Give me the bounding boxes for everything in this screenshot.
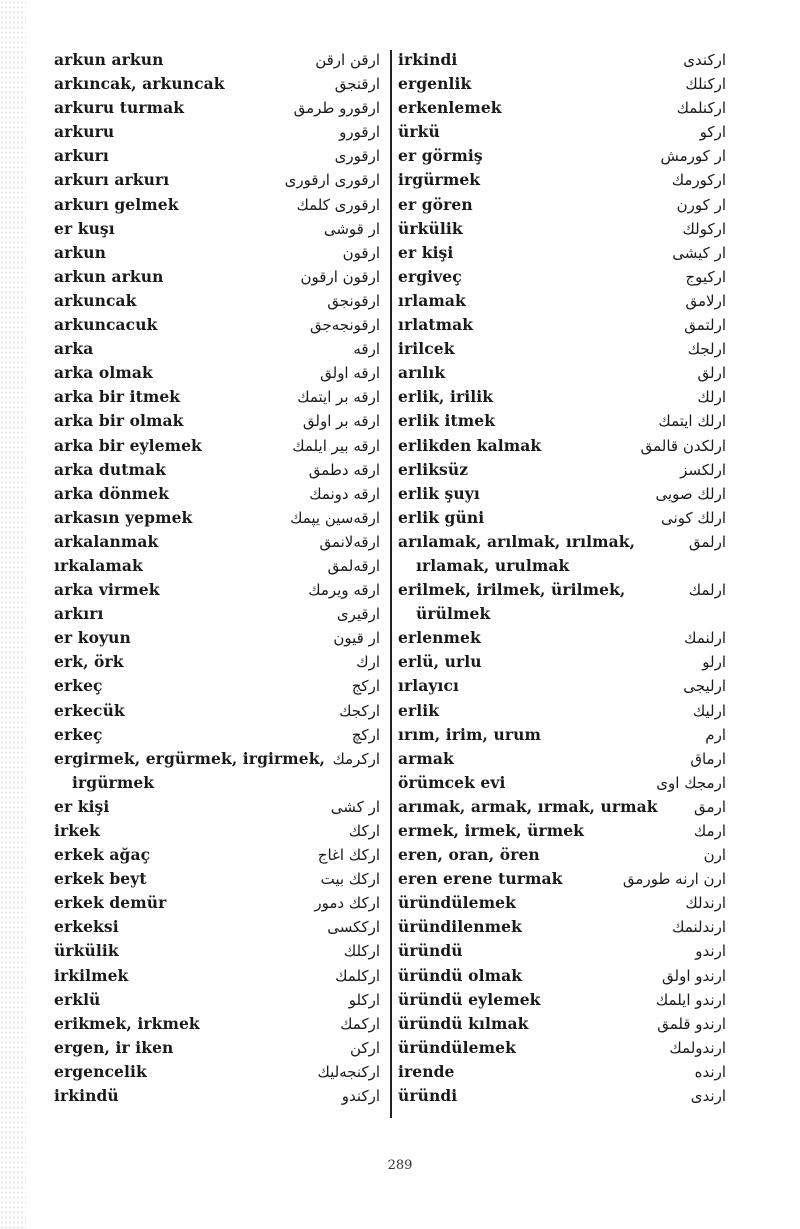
- entry-latin: eren, oran, ören: [398, 845, 540, 865]
- dictionary-entry: [398, 144, 726, 168]
- entry-ottoman: ارکلمك: [335, 966, 380, 985]
- entry-ottoman: ارکندو: [341, 1087, 380, 1106]
- entry-latin: arkun: [54, 242, 106, 262]
- dictionary-entry: [54, 1012, 380, 1036]
- entry-ottoman: ارقه بیر ایلمك: [292, 436, 380, 455]
- scan-edge-speckle: [0, 0, 26, 1229]
- entry-latin: üründülemek: [398, 893, 516, 913]
- entry-ottoman: ارکج: [351, 677, 380, 696]
- entry-latin: arkurı arkurı: [54, 170, 170, 190]
- entry-latin: armak: [398, 748, 454, 768]
- dictionary-entry: [54, 530, 380, 554]
- entry-ottoman: ارن: [703, 846, 726, 865]
- entry-ottoman: ار قیون: [333, 629, 380, 648]
- dictionary-entry: [54, 289, 380, 313]
- entry-ottoman: ار کورمش: [660, 147, 726, 166]
- entry-latin: erlenmek: [398, 628, 481, 648]
- entry-latin: erlik güni: [398, 507, 485, 527]
- dictionary-entry: [398, 771, 726, 795]
- entry-ottoman: ارلکدن قالمق: [640, 436, 726, 455]
- entry-latin: ergen, ir iken: [54, 1037, 174, 1057]
- entry-latin: eren erene turmak: [398, 869, 563, 889]
- entry-latin: ırlatmak: [398, 315, 474, 335]
- entry-ottoman: ارندولمك: [669, 1038, 726, 1057]
- entry-ottoman: ارکورمك: [671, 171, 726, 190]
- dictionary-entry: [54, 48, 380, 72]
- entry-ottoman: ارك: [356, 653, 380, 672]
- dictionary-entry: [54, 409, 380, 433]
- entry-ottoman: ارلامق: [685, 291, 726, 310]
- entry-latin: er kişi: [54, 796, 110, 816]
- dictionary-entry: [398, 1012, 726, 1036]
- entry-ottoman: ارکندی: [683, 51, 726, 69]
- dictionary-entry: [54, 747, 380, 771]
- entry-ottoman: ارقونجق: [327, 291, 380, 310]
- dictionary-entry: [54, 939, 380, 963]
- entry-latin: ırlamak, urulmak: [416, 555, 570, 575]
- entry-latin: ırlayıcı: [398, 676, 460, 696]
- entry-latin: arkalanmak: [54, 531, 159, 551]
- entry-ottoman: ارقوری: [334, 147, 380, 166]
- entry-latin: üründilenmek: [398, 917, 522, 937]
- entry-latin: ırkalamak: [54, 555, 143, 575]
- dictionary-entry: [398, 1084, 726, 1108]
- entry-ottoman: ارندو اولق: [662, 966, 726, 985]
- dictionary-entry: [54, 193, 380, 217]
- entry-latin: arka virmek: [54, 580, 160, 600]
- entry-ottoman: ار کورن: [676, 195, 726, 214]
- entry-ottoman: ارمق: [694, 797, 726, 816]
- entry-latin: erlü, urlu: [398, 652, 482, 672]
- dictionary-entry: [54, 72, 380, 96]
- entry-latin: arkun arkun: [54, 50, 164, 69]
- entry-latin: üründi: [398, 1086, 458, 1106]
- entry-ottoman: ارکو: [699, 123, 726, 142]
- entry-ottoman: ارلکسز: [680, 460, 726, 479]
- dictionary-entry: [398, 168, 726, 192]
- entry-ottoman: ارقون: [342, 243, 380, 262]
- dictionary-entry: [54, 1084, 380, 1108]
- entry-latin: er koyun: [54, 628, 131, 648]
- entry-latin: üründü eylemek: [398, 989, 541, 1009]
- entry-latin: ergenlik: [398, 74, 472, 94]
- left-column: [54, 48, 380, 1108]
- dictionary-entry: [398, 193, 726, 217]
- entry-latin: arkuncak: [54, 290, 137, 310]
- entry-latin: üründülemek: [398, 1037, 516, 1057]
- entry-latin: erkeç: [54, 724, 103, 744]
- entry-latin: erkek demür: [54, 893, 167, 913]
- entry-latin: arkırı: [54, 604, 104, 624]
- dictionary-entry: [398, 626, 726, 650]
- entry-latin: er görmiş: [398, 146, 483, 166]
- entry-ottoman: ارکنلك: [685, 75, 726, 94]
- entry-ottoman: ار کشی: [330, 797, 380, 816]
- entry-latin: arka dönmek: [54, 483, 169, 503]
- entry-ottoman: ارماق: [690, 749, 726, 768]
- entry-latin: ermek, irmek, ürmek: [398, 821, 585, 840]
- dictionary-entry: [398, 72, 726, 96]
- entry-latin: erikmek, irkmek: [54, 1013, 200, 1033]
- dictionary-entry: [54, 361, 380, 385]
- entry-latin: ürülmek: [416, 604, 491, 624]
- entry-latin: arılık: [398, 363, 446, 383]
- entry-latin: arka: [54, 339, 94, 359]
- entry-ottoman: ارکمك: [340, 1014, 380, 1033]
- entry-latin: örümcek evi: [398, 772, 506, 792]
- entry-ottoman: ارقه اولق: [320, 364, 380, 383]
- entry-latin: ırlamak: [398, 290, 466, 310]
- entry-latin: erkecük: [54, 700, 125, 720]
- entry-latin: arkuru turmak: [54, 98, 185, 118]
- entry-latin: erkek ağaç: [54, 845, 151, 865]
- dictionary-entry: [398, 578, 726, 602]
- entry-latin: irilcek: [398, 339, 455, 359]
- entry-ottoman: ار قوشی: [323, 219, 380, 238]
- dictionary-entry: [54, 602, 380, 626]
- entry-ottoman: ارندلك: [685, 894, 726, 913]
- entry-latin: erlik, irilik: [398, 387, 494, 407]
- entry-latin: erlik şuyı: [398, 483, 480, 503]
- dictionary-entry: [398, 699, 726, 723]
- dictionary-entry: [398, 891, 726, 915]
- dictionary-entry: [398, 48, 726, 72]
- entry-ottoman: ارکك دمور: [314, 894, 380, 913]
- entry-latin: arkıncak, arkuncak: [54, 74, 225, 94]
- dictionary-entry: [54, 434, 380, 458]
- entry-latin: erkeksi: [54, 917, 119, 937]
- entry-ottoman: ارقه دطمق: [308, 460, 380, 479]
- entry-ottoman: ارلق: [697, 364, 726, 383]
- dictionary-entry: [398, 506, 726, 530]
- entry-ottoman: ارقورو: [339, 123, 380, 142]
- entry-ottoman: ارمجك اوی: [656, 773, 726, 792]
- entry-ottoman: ارلیك: [692, 701, 726, 720]
- dictionary-entry: [54, 674, 380, 698]
- entry-latin: ergiveç: [398, 266, 462, 286]
- dictionary-entry: [398, 939, 726, 963]
- dictionary-entry: [398, 554, 726, 578]
- entry-ottoman: ارلتمق: [684, 316, 726, 335]
- entry-latin: irgürmek: [398, 170, 481, 190]
- entry-ottoman: ار کیشی: [672, 243, 726, 262]
- entry-ottoman: ارکرمك: [332, 749, 380, 768]
- right-column: [398, 48, 726, 1108]
- entry-ottoman: ارکن: [350, 1038, 380, 1057]
- entry-latin: ırım, irim, urum: [398, 724, 541, 744]
- entry-ottoman: ارم: [705, 725, 726, 744]
- dictionary-entry: [54, 1060, 380, 1084]
- dictionary-entry: [398, 964, 726, 988]
- entry-latin: arkurı: [54, 146, 109, 166]
- dictionary-entry: [398, 265, 726, 289]
- entry-ottoman: ارقه ویرمك: [308, 581, 380, 600]
- entry-ottoman: ارندو قلمق: [657, 1014, 726, 1033]
- entry-ottoman: ارلك صویی: [655, 484, 726, 503]
- entry-ottoman: ارقەسین یپمك: [290, 508, 380, 527]
- entry-ottoman: ارلك کونی: [661, 508, 726, 527]
- entry-ottoman: ارلك ایتمك: [658, 412, 726, 431]
- entry-latin: er gören: [398, 194, 473, 214]
- dictionary-entry: [54, 699, 380, 723]
- dictionary-entry: [54, 843, 380, 867]
- dictionary-entry: [398, 337, 726, 361]
- entry-latin: erklü: [54, 989, 101, 1009]
- entry-latin: üründü kılmak: [398, 1013, 529, 1033]
- entry-latin: er kişi: [398, 242, 454, 262]
- dictionary-entry: [398, 289, 726, 313]
- dictionary-entry: [54, 988, 380, 1012]
- dictionary-entry: [54, 458, 380, 482]
- entry-ottoman: ارکنجەلیك: [317, 1062, 380, 1081]
- dictionary-entry: [54, 96, 380, 120]
- entry-ottoman: ارلجك: [687, 340, 726, 359]
- dictionary-entry: [398, 361, 726, 385]
- dictionary-entry: [398, 650, 726, 674]
- dictionary-entry: [54, 964, 380, 988]
- entry-latin: arka olmak: [54, 363, 153, 383]
- dictionary-entry: [54, 554, 380, 578]
- dictionary-entry: [54, 482, 380, 506]
- entry-ottoman: ارنده: [694, 1062, 726, 1081]
- entry-latin: irkek: [54, 821, 100, 840]
- entry-latin: arkuncacuk: [54, 315, 158, 335]
- entry-latin: ürkülik: [398, 218, 463, 238]
- dictionary-entry: [54, 265, 380, 289]
- entry-latin: arımak, armak, ırmak, urmak: [398, 796, 658, 816]
- entry-ottoman: ارکنلمك: [676, 99, 726, 118]
- dictionary-entry: [398, 434, 726, 458]
- dictionary-entry: [398, 795, 726, 819]
- dictionary-entry: [398, 241, 726, 265]
- entry-ottoman: ارقن ارقن: [315, 51, 380, 69]
- entry-latin: arkuru: [54, 122, 115, 142]
- dictionary-entry: [54, 385, 380, 409]
- entry-latin: erk, örk: [54, 652, 124, 672]
- page-number: 289: [387, 1158, 413, 1173]
- entry-ottoman: ارقوری کلمك: [296, 195, 380, 214]
- entry-ottoman: ارمك: [693, 822, 726, 840]
- entry-ottoman: ارقه دونمك: [309, 484, 380, 503]
- dictionary-entry: [398, 747, 726, 771]
- dictionary-entry: [54, 578, 380, 602]
- dictionary-entry: [398, 843, 726, 867]
- dictionary-entry: [54, 795, 380, 819]
- entry-ottoman: ارکولك: [682, 219, 726, 238]
- dictionary-entry: [54, 915, 380, 939]
- dictionary-entry: [398, 409, 726, 433]
- dictionary-entry: [398, 458, 726, 482]
- entry-ottoman: ارقون ارقون: [300, 267, 380, 286]
- entry-latin: arka bir olmak: [54, 411, 184, 431]
- dictionary-entry: [398, 313, 726, 337]
- entry-latin: arka bir itmek: [54, 387, 181, 407]
- entry-latin: üründü: [398, 941, 463, 961]
- entry-latin: arılamak, arılmak, ırılmak,: [398, 531, 636, 551]
- entry-ottoman: ارقەلانمق: [319, 532, 380, 551]
- entry-latin: irkindü: [54, 1086, 119, 1106]
- entry-ottoman: ارلمك: [688, 581, 726, 600]
- entry-latin: irkindi: [398, 50, 458, 69]
- column-divider: [390, 50, 392, 1118]
- dictionary-entry: [398, 217, 726, 241]
- entry-latin: irende: [398, 1061, 455, 1081]
- dictionary-entry: [398, 1060, 726, 1084]
- entry-ottoman: ارککسی: [327, 918, 380, 937]
- dictionary-entry: [398, 867, 726, 891]
- entry-latin: erkek beyt: [54, 869, 147, 889]
- entry-latin: ürkülik: [54, 941, 119, 961]
- dictionary-entry: [54, 650, 380, 674]
- entry-ottoman: ارندو ایلمك: [655, 990, 726, 1009]
- entry-ottoman: ارقونجەجق: [309, 316, 380, 335]
- entry-ottoman: ارکلو: [348, 990, 380, 1009]
- entry-ottoman: ارکجك: [339, 701, 380, 720]
- entry-latin: erlikden kalmak: [398, 435, 542, 455]
- dictionary-entry: [398, 96, 726, 120]
- entry-ottoman: ارکك بیت: [320, 870, 380, 889]
- entry-latin: ürkü: [398, 122, 440, 142]
- dictionary-entry: [54, 313, 380, 337]
- entry-latin: erkenlemek: [398, 98, 502, 118]
- entry-latin: irgürmek: [72, 772, 155, 792]
- dictionary-entry: [398, 120, 726, 144]
- dictionary-entry: [398, 530, 726, 554]
- entry-latin: ergencelik: [54, 1061, 147, 1081]
- entry-ottoman: ارقوری ارقوری: [284, 171, 380, 190]
- entry-latin: erlik: [398, 700, 440, 720]
- dictionary-entry: [398, 602, 726, 626]
- entry-ottoman: ارقه بر ایتمك: [297, 388, 380, 407]
- entry-latin: erlik itmek: [398, 411, 496, 431]
- entry-latin: üründü olmak: [398, 965, 523, 985]
- entry-latin: erkeç: [54, 676, 103, 696]
- entry-ottoman: ارکك اغاج: [317, 846, 380, 865]
- dictionary-entry: [398, 385, 726, 409]
- dictionary-entry: [54, 819, 380, 843]
- entry-ottoman: ارقیری: [336, 605, 380, 624]
- entry-ottoman: ارقنجق: [334, 75, 380, 94]
- entry-ottoman: ارلمق: [688, 532, 726, 551]
- dictionary-entry: [54, 626, 380, 650]
- entry-latin: arkasın yepmek: [54, 507, 193, 527]
- entry-ottoman: ارندو: [695, 942, 726, 961]
- entry-latin: erliksüz: [398, 459, 469, 479]
- entry-ottoman: ارقورو طرمق: [293, 99, 380, 118]
- entry-ottoman: ارقەلمق: [327, 556, 380, 575]
- dictionary-entry: [54, 241, 380, 265]
- entry-ottoman: ارقه بر اولق: [302, 412, 380, 431]
- entry-latin: arka dutmak: [54, 459, 166, 479]
- dictionary-entry: [54, 168, 380, 192]
- entry-ottoman: ارن ارنه طورمق: [622, 870, 726, 889]
- dictionary-entry: [54, 144, 380, 168]
- entry-latin: arkurı gelmek: [54, 194, 179, 214]
- dictionary-entry: [54, 723, 380, 747]
- dictionary-entry: [398, 988, 726, 1012]
- dictionary-entry: [54, 1036, 380, 1060]
- dictionary-entry: [54, 771, 380, 795]
- entry-latin: irkilmek: [54, 965, 129, 985]
- entry-ottoman: ارندی: [690, 1087, 726, 1106]
- dictionary-entry: [54, 506, 380, 530]
- dictionary-entry: [398, 723, 726, 747]
- dictionary-entry: [398, 1036, 726, 1060]
- entry-latin: er kuşı: [54, 218, 115, 238]
- entry-latin: erilmek, irilmek, ürilmek,: [398, 580, 626, 600]
- dictionary-entry: [54, 867, 380, 891]
- entry-ottoman: ارکلك: [343, 942, 380, 961]
- entry-ottoman: ارلنمك: [684, 629, 726, 648]
- entry-latin: arka bir eylemek: [54, 435, 202, 455]
- entry-ottoman: ارلیجی: [683, 677, 726, 696]
- dictionary-entry: [54, 217, 380, 241]
- dictionary-entry: [54, 120, 380, 144]
- entry-ottoman: ارلو: [702, 653, 726, 672]
- dictionary-entry: [398, 482, 726, 506]
- entry-ottoman: ارندلنمك: [672, 918, 726, 937]
- dictionary-entry: [54, 337, 380, 361]
- dictionary-entry: [398, 915, 726, 939]
- entry-ottoman: ارلك: [697, 388, 726, 407]
- entry-latin: ergirmek, ergürmek, irgirmek,: [54, 748, 326, 768]
- entry-ottoman: ارکیوج: [685, 267, 726, 286]
- dictionary-entry: [398, 674, 726, 698]
- dictionary-entry: [54, 891, 380, 915]
- entry-ottoman: ارقه: [353, 340, 380, 359]
- entry-ottoman: ارکچ: [351, 725, 380, 744]
- dictionary-entry: [398, 819, 726, 843]
- entry-ottoman: ارکك: [348, 822, 380, 840]
- entry-latin: arkun arkun: [54, 266, 164, 286]
